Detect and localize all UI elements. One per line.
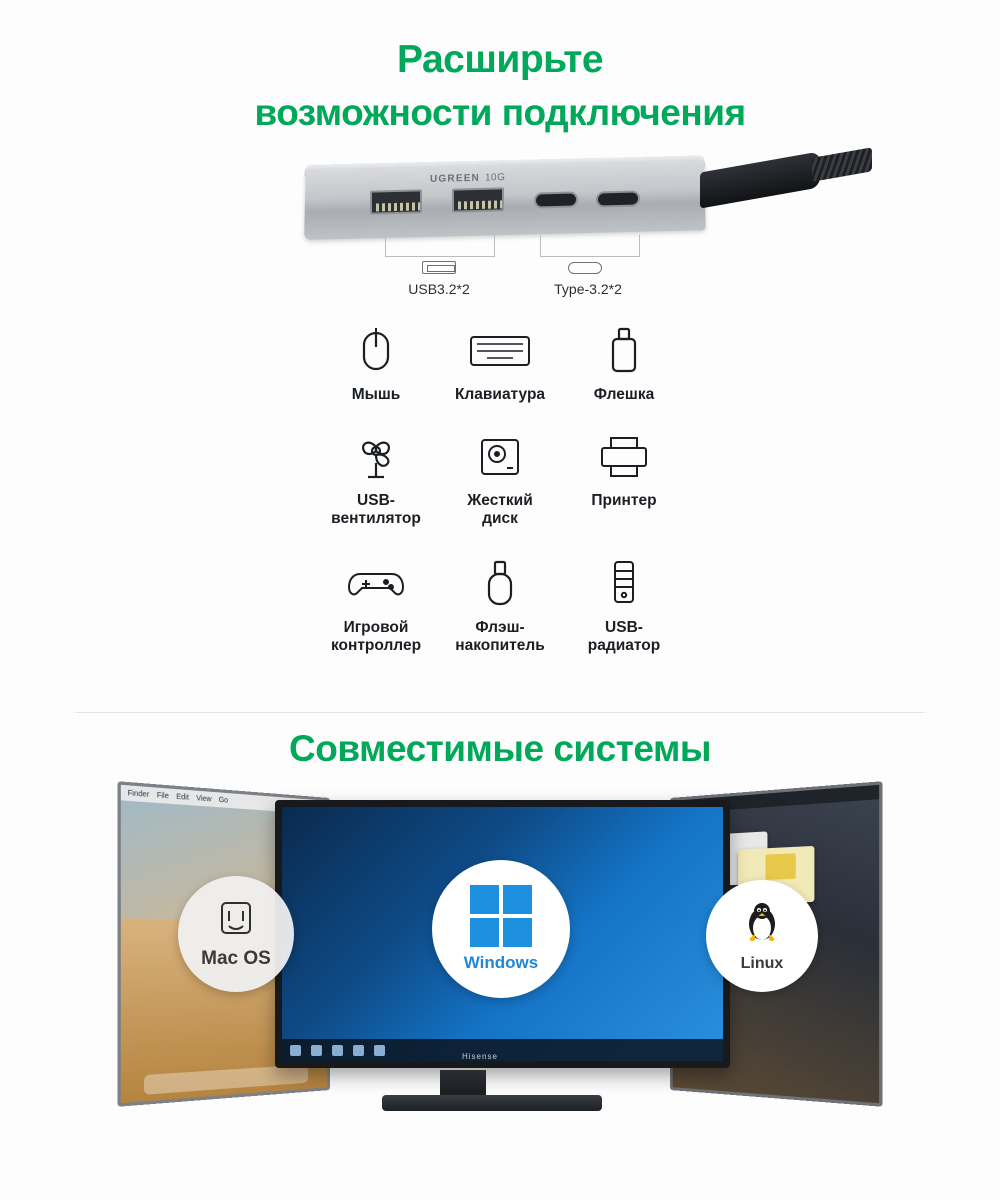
typec-bracket [540,235,640,257]
device-keyboard [438,320,562,404]
usb-c-port-icon [568,262,602,274]
device-row-2 [0,426,1000,528]
folder-icon [765,853,795,880]
tv-brand-label: Hisense [462,1052,498,1061]
os-name: Mac OS [201,947,271,969]
taskbar-icon [332,1045,343,1056]
apple-finder-icon [216,899,256,948]
printer-icon [562,426,686,488]
usb-a-port-2 [452,187,504,212]
device-label: Игровой контроллер [330,619,422,655]
tv-stand-neck [440,1070,486,1098]
macos-badge [178,876,294,992]
os-name: Windows [463,953,539,972]
device-label: Жесткий диск [467,491,533,527]
device-usb-fan [314,426,438,528]
hard-disk-icon [438,426,562,488]
device-label: Флэш- накопитель [455,619,545,655]
fan-icon [314,426,438,488]
usb-c-port-2 [596,190,640,207]
mac-menu-item: Go [218,796,229,805]
hub-brand-label [430,172,505,185]
section-divider [75,712,925,713]
device-flash-drive [438,553,562,655]
taskbar-icon [353,1045,364,1056]
device-label: USB- вентилятор [331,491,421,527]
tv-stand-base [382,1095,602,1111]
usb-port-label: USB3.2*2 [408,280,470,297]
device-label: Мышь [351,386,401,403]
device-label: USB- радиатор [587,619,661,655]
device-usb-radiator [562,553,686,655]
keyboard-icon [438,320,562,382]
model-text: 10G [484,171,506,184]
os-name: Linux [740,954,784,972]
usb-a-port-icon [422,261,456,274]
page-title [0,0,1000,135]
device-printer [562,426,686,528]
device-gamepad [314,553,438,655]
flash-drive-icon [438,553,562,615]
device-label: Принтер [591,491,657,509]
device-label: Флешка [593,386,655,403]
windows-taskbar [282,1039,723,1061]
usb-radiator-icon [562,553,686,615]
device-row-1 [0,320,1000,404]
gamepad-icon [314,553,438,615]
taskbar-icon [290,1045,301,1056]
hub-illustration [0,157,1000,307]
usb-bracket [385,235,495,257]
usb-flash-icon [562,320,686,382]
device-row-3 [0,553,1000,655]
mac-menu-item: Finder [127,789,150,799]
device-mouse [314,320,438,404]
device-usb-flash [562,320,686,404]
mac-menu-item: View [196,794,212,803]
usb-a-port-1 [370,189,422,214]
usb-c-port-1 [534,191,578,208]
mouse-icon [314,320,438,382]
compat-section-title: Совместимые системы [289,728,711,769]
brand-text: UGREEN [430,172,480,185]
linux-badge [706,880,818,992]
typec-port-label: Type-3.2*2 [554,280,622,297]
taskbar-icon [311,1045,322,1056]
windows-logo-icon [470,885,532,947]
mac-menu-item: File [156,791,169,800]
taskbar-icon [374,1045,385,1056]
braided-cable [700,151,820,208]
windows-badge [432,860,570,998]
mac-menu-item: Edit [176,792,189,802]
headline-line-1: Расширьте [396,38,604,81]
compat-devices-illustration [0,790,1000,1130]
device-label: Клавиатура [454,386,546,403]
supported-devices-grid [0,320,1000,665]
device-hard-disk [438,426,562,528]
tux-penguin-icon [742,900,782,951]
headline-line-2: возможности подключения [254,91,746,133]
